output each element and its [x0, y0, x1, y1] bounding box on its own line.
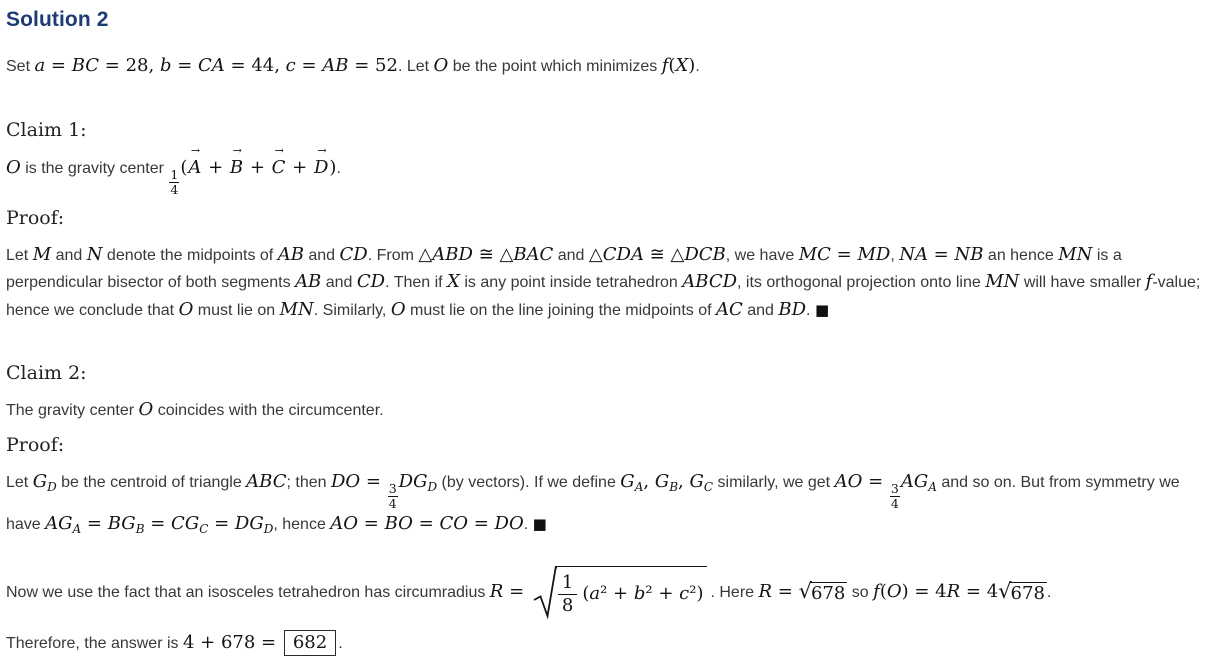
- text-run: is a perpendicular bisector of both segments: [6, 246, 1122, 291]
- math-run: AB: [295, 271, 322, 292]
- text-run: is the gravity center: [20, 160, 169, 177]
- subscript: C: [199, 521, 209, 536]
- math-run: O: [390, 298, 406, 320]
- math-subscripted: $G_D$: [32, 470, 57, 494]
- math-run: △CDA ≅ △DCB: [588, 243, 726, 265]
- math-run: =: [144, 512, 172, 534]
- text-run: , we have: [725, 246, 799, 264]
- fraction-denominator: 4: [890, 495, 899, 511]
- serif-label: Claim 2:: [6, 362, 87, 384]
- intro-paragraph: [6, 53, 1205, 81]
- math-run: NA = NB: [899, 243, 984, 265]
- text-run: .: [523, 515, 533, 533]
- text-run: Now we use the fact that an isosceles tetrahedron has circumradius: [6, 584, 490, 602]
- vector-arrow-icon: →: [190, 144, 201, 157]
- text-run: and: [51, 246, 87, 264]
- vector-letter: D: [313, 157, 329, 178]
- text-run: , hence: [273, 515, 331, 533]
- math-run: BD: [778, 298, 807, 320]
- fraction-numerator: 3: [890, 480, 899, 496]
- math-run: DO =: [330, 470, 387, 492]
- inline-fraction: [169, 168, 179, 197]
- subscript: A: [72, 521, 82, 536]
- math-run: MC = MD: [798, 243, 891, 265]
- fraction-numerator: 1: [561, 572, 574, 594]
- claim1-proof-label: [6, 205, 1205, 234]
- radical-sign-icon: √: [998, 579, 1012, 604]
- radicand: 678: [810, 583, 846, 605]
- text-run: The gravity center: [6, 401, 139, 419]
- text-run: .: [338, 635, 343, 652]
- math-run: ): [329, 157, 337, 178]
- circumradius-paragraph: [6, 566, 1205, 620]
- math-run: +: [244, 157, 271, 178]
- vector-arrow-icon: →: [317, 144, 327, 157]
- math-subscripted: $AG_A$: [900, 470, 937, 494]
- claim2-statement: [6, 397, 1205, 425]
- math-run: a = BC = 28, b = CA = 44, c = AB = 52: [34, 55, 398, 76]
- math-run: M: [32, 243, 52, 265]
- text-run: similarly, we get: [713, 473, 835, 491]
- math-run: AC: [716, 298, 743, 320]
- vector-wrap: [188, 144, 202, 182]
- boxed-answer: 682: [284, 630, 336, 656]
- text-run: . Let: [397, 58, 434, 75]
- math-run: △ABD ≅ △BAC: [418, 243, 554, 265]
- vector-arrow-icon: →: [232, 144, 242, 157]
- math-run: ,: [643, 470, 655, 492]
- text-run: and so on. But from symmetry we have: [6, 473, 1180, 533]
- qed-square-icon: ■: [814, 300, 830, 319]
- math-run: X: [447, 271, 460, 292]
- claim1-statement: [6, 144, 1205, 197]
- display-fraction: [558, 572, 577, 616]
- math-run: R =: [758, 581, 799, 603]
- fraction-denominator: 4: [170, 182, 179, 197]
- vector-arrow-icon: →: [274, 144, 284, 157]
- inline-fraction: [890, 482, 900, 511]
- math-run: ,: [678, 470, 690, 492]
- vector-wrap: [313, 144, 329, 182]
- text-run: will have smaller: [1019, 274, 1146, 291]
- text-run: must lie on the line joining the midpoints of: [405, 301, 716, 319]
- square-root: [798, 579, 848, 606]
- text-run: Let: [6, 246, 33, 264]
- vector-wrap: [229, 144, 244, 182]
- subscript: A: [928, 479, 937, 494]
- text-run: , its orthogonal projection onto line: [737, 274, 986, 291]
- math-subscripted: $DG_D$: [234, 512, 274, 536]
- math-run: f: [1145, 271, 1153, 292]
- inline-fraction: [388, 482, 398, 511]
- text-run: Therefore, the answer is: [6, 635, 183, 652]
- math-run: AO = BO = CO = DO: [330, 512, 524, 534]
- math-run: O: [138, 398, 154, 420]
- subscript: B: [135, 521, 145, 536]
- text-run: and: [321, 274, 357, 291]
- math-run: MN: [279, 298, 314, 320]
- text-run: . Here: [710, 584, 759, 602]
- big-square-root: [533, 566, 708, 620]
- math-run: MN: [985, 271, 1020, 292]
- math-run: ABC: [246, 470, 287, 492]
- qed-square-icon: ■: [532, 514, 547, 533]
- radicand: 678: [1010, 583, 1045, 605]
- math-run: N: [86, 243, 103, 265]
- text-run: is any point inside tetrahedron: [459, 274, 683, 291]
- math-run: MN: [1058, 243, 1093, 265]
- math-run: CD: [339, 243, 368, 265]
- math-run: 4 + 678 =: [182, 632, 282, 653]
- vector-letter: B: [229, 157, 244, 178]
- text-run: must lie on: [193, 301, 280, 319]
- text-run: -value; hence we conclude that: [6, 274, 1201, 319]
- claim2-label: [6, 360, 1205, 389]
- math-run: +: [286, 157, 313, 178]
- serif-label: Proof:: [6, 434, 65, 456]
- text-run: . Similarly,: [313, 301, 391, 319]
- math-subscripted: $G_B$: [654, 470, 679, 494]
- vector: [313, 144, 329, 178]
- serif-label: Proof:: [6, 207, 65, 229]
- claim1-proof-paragraph: [6, 242, 1205, 325]
- subscript: C: [703, 479, 714, 494]
- math-subscripted: $CG_C$: [171, 512, 209, 536]
- math-run: +: [202, 157, 229, 178]
- claim1-label: [6, 117, 1205, 146]
- math-run: AB: [277, 243, 304, 265]
- math-run: =: [81, 512, 108, 534]
- fraction-denominator: 8: [558, 594, 577, 617]
- math-run: AO =: [834, 470, 889, 492]
- text-run: be the centroid of triangle: [56, 473, 247, 491]
- answer-paragraph: [6, 630, 1205, 658]
- math-run: ABCD: [682, 271, 738, 292]
- math-subscripted: $AG_A$: [45, 512, 82, 536]
- fraction-numerator: 3: [388, 480, 397, 496]
- radicand: [555, 566, 708, 620]
- text-run: ; then: [286, 473, 331, 491]
- vector: [187, 144, 202, 178]
- text-run: so: [847, 584, 874, 602]
- solution-content: [6, 53, 1205, 658]
- square-root: [998, 579, 1047, 606]
- text-run: and: [303, 246, 340, 264]
- subscript: A: [634, 479, 644, 494]
- math-run: O: [178, 298, 194, 320]
- subscript: B: [669, 479, 679, 494]
- text-run: be the point which minimizes: [448, 58, 662, 75]
- vector-letter: A: [188, 157, 202, 178]
- text-run: .: [1046, 584, 1052, 602]
- text-run: .: [336, 160, 341, 177]
- claim2-proof-label: [6, 432, 1205, 461]
- text-run: and: [553, 246, 589, 264]
- text-run: denote the midpoints of: [102, 246, 278, 264]
- serif-label: Claim 1:: [6, 118, 87, 141]
- fraction-denominator: 4: [388, 495, 397, 511]
- text-run: ,: [890, 246, 900, 264]
- math-run: O: [6, 157, 21, 178]
- text-run: coincides with the circumcenter.: [153, 401, 384, 419]
- fraction-numerator: 1: [170, 167, 179, 182]
- subscript: D: [263, 521, 274, 536]
- subscript: D: [47, 479, 57, 494]
- vector-wrap: [271, 144, 286, 182]
- radical-sign-icon: √: [798, 579, 812, 604]
- math-subscripted: $G_A$: [620, 470, 644, 494]
- text-run: Set: [6, 58, 35, 75]
- math-run: f(O) = 4R = 4: [873, 581, 999, 603]
- vector: [229, 144, 244, 178]
- vector-letter: C: [271, 157, 286, 178]
- math-run: R =: [489, 581, 530, 603]
- subscript: D: [427, 479, 438, 494]
- text-run: .: [695, 58, 700, 75]
- text-run: .: [806, 301, 815, 319]
- math-run: (: [180, 157, 188, 178]
- math-subscripted: $BG_B$: [107, 512, 145, 536]
- math-run: f(X): [661, 55, 696, 76]
- math-subscripted: $G_C$: [689, 470, 714, 494]
- text-run: and: [742, 301, 779, 319]
- math-run: =: [208, 512, 235, 534]
- math-subscripted: $DG_D$: [398, 470, 438, 494]
- text-run: . From: [367, 246, 419, 264]
- math-run: CD: [356, 271, 386, 292]
- text-run: (by vectors). If we define: [437, 473, 621, 491]
- page-title: Solution 2: [6, 8, 109, 31]
- text-run: Let: [6, 473, 33, 491]
- radicand-expression: (a² + b² + c²): [582, 583, 704, 605]
- text-run: an hence: [983, 246, 1059, 264]
- text-run: . Then if: [385, 274, 448, 291]
- claim2-proof-paragraph: [6, 469, 1205, 543]
- vector: [271, 144, 287, 178]
- math-run: O: [433, 55, 449, 76]
- radical-sign-icon: [533, 566, 557, 620]
